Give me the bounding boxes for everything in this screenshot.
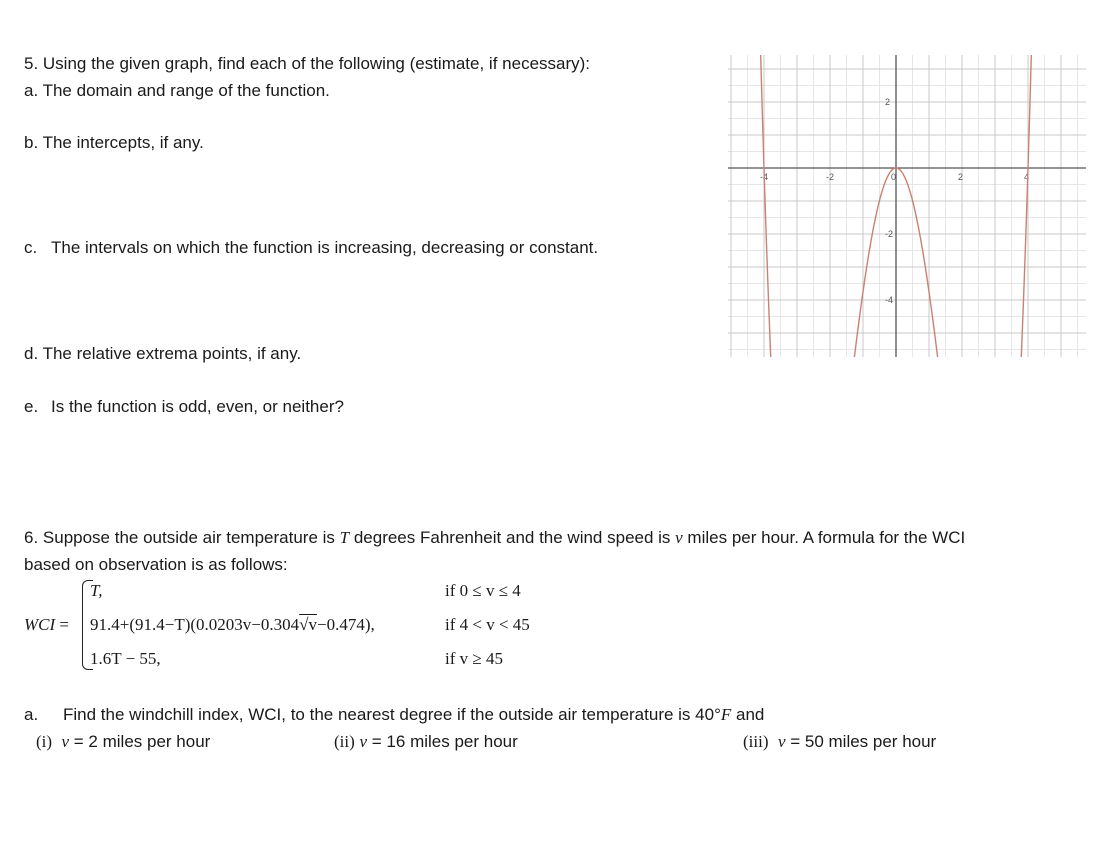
- problem6-part-a: Find the windchill index, WCI, to the nearest degree if the outside air temperature is 40°F and: [63, 705, 765, 724]
- x-tick-label: 0: [891, 172, 897, 182]
- case2-condition: if 4 < v < 45: [445, 615, 530, 634]
- case1-expression: T,: [90, 581, 103, 600]
- subpart-ii: (ii) v = 16 miles per hour: [334, 732, 518, 751]
- y-tick-label: -2: [885, 229, 894, 239]
- problem5-part-c-label: c.: [24, 238, 38, 257]
- y-tick-label: -4: [885, 295, 894, 305]
- grid-major: [728, 55, 1086, 357]
- x-tick-label: 2: [958, 172, 964, 182]
- axes: [728, 55, 1086, 357]
- y-tick-label: 2: [885, 97, 891, 107]
- case3-condition: if v ≥ 45: [445, 649, 503, 668]
- grid-minor: [728, 55, 1086, 357]
- x-tick-label: 4: [1024, 172, 1030, 182]
- problem5-part-e: Is the function is odd, even, or neither?: [51, 397, 344, 416]
- problem5-part-a: a. The domain and range of the function.: [24, 81, 330, 100]
- problem5-heading: 5. Using the given graph, find each of the following (estimate, if necessary):: [24, 54, 591, 73]
- problem6-intro-line2: based on observation is as follows:: [24, 555, 288, 574]
- problem5-part-c: The intervals on which the function is increasing, decreasing or constant.: [51, 238, 599, 257]
- wci-label: WCI =: [24, 615, 70, 634]
- subpart-iii: (iii) v = 50 miles per hour: [743, 732, 937, 751]
- problem5-part-b: b. The intercepts, if any.: [24, 133, 204, 152]
- problem5-part-e-label: e.: [24, 397, 39, 416]
- subpart-i: (i) v = 2 miles per hour: [36, 732, 211, 751]
- x-tick-label: -4: [760, 172, 769, 182]
- problem6-intro-line1: 6. Suppose the outside air temperature is T degrees Fahrenheit and the wind speed is v miles per hour. A formula for the WCI: [24, 528, 966, 547]
- problem5-part-d: d. The relative extrema points, if any.: [24, 344, 302, 363]
- x-tick-label: -2: [826, 172, 835, 182]
- problem6-part-a-label: a.: [24, 705, 39, 724]
- case2-expression: 91.4+(91.4−T)(0.0203v−0.304√v−0.474),: [90, 615, 375, 634]
- case1-condition: if 0 ≤ v ≤ 4: [445, 581, 521, 600]
- function-graph: [728, 55, 1086, 357]
- case3-expression: 1.6T − 55,: [90, 649, 161, 668]
